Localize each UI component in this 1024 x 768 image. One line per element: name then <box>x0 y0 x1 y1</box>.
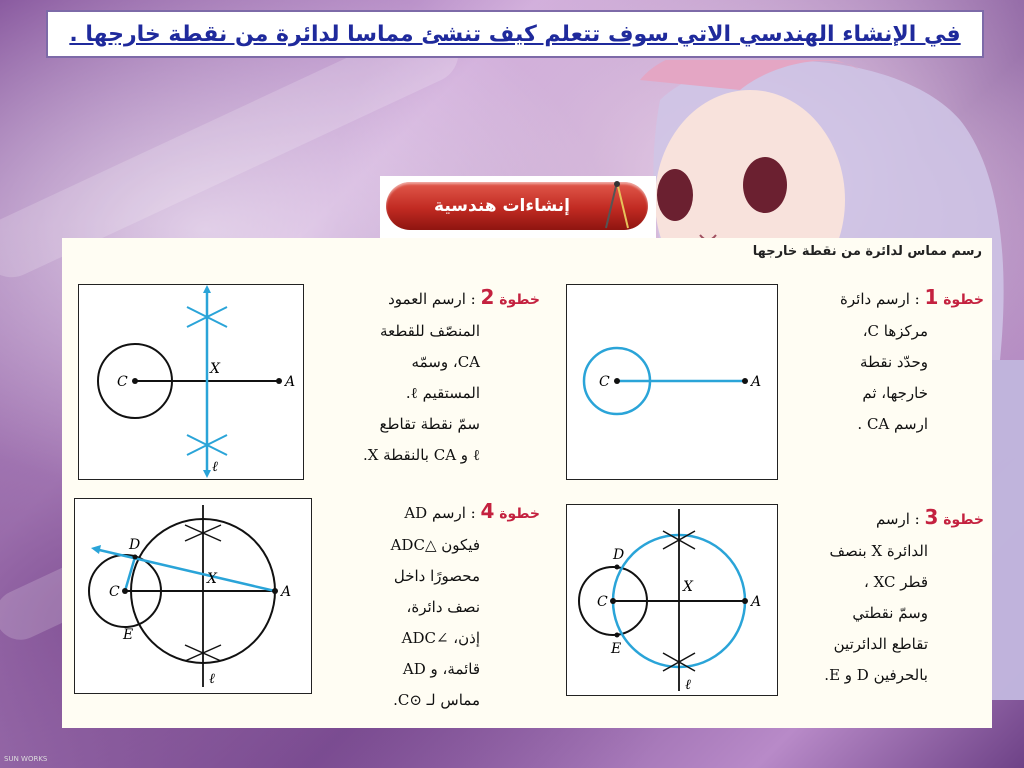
panel-heading: رسم مماس لدائرة من نقطة خارجها <box>752 244 982 259</box>
step4-line: ارسم AD <box>404 504 466 522</box>
line-l-label: ℓ <box>212 459 218 475</box>
step3-label: خطوة <box>943 512 984 528</box>
step1-text: خطوة 1 : ارسم دائرة مركزها C، وحدّد نقطة خارجها، ثم ارسم CA . <box>792 282 984 440</box>
slide-title: في الإنشاء الهندسي الاتي سوف تتعلم كيف تنشئ مماسا لدائرة من نقطة خارجها . <box>69 21 961 47</box>
step2-text: خطوة 2 : ارسم العمود المنصّف للقطعة CA، وسمّه المستقيم ℓ. سمّ نقطة تقاطع ℓ و CA بالنقطة X. <box>318 282 540 471</box>
step2-line: المنصّف للقطعة <box>380 322 480 340</box>
step1-label: خطوة <box>943 292 984 308</box>
point-C-label: C <box>597 594 608 610</box>
step1-line: مركزها C، <box>862 322 928 340</box>
step4-line: مماس لـ ⊙C. <box>393 691 480 709</box>
step2-label: خطوة <box>499 292 540 308</box>
step3-line: بالحرفين D و E. <box>824 666 928 684</box>
point-A-label: A <box>285 374 296 390</box>
step3-line: الدائرة X بنصف <box>829 542 928 560</box>
point-E-label: E <box>611 641 622 657</box>
point-X-label: X <box>210 361 220 377</box>
banner-label: إنشاءات هندسية <box>434 196 570 216</box>
step2-figure <box>78 284 304 480</box>
step1-line: ارسم دائرة <box>840 290 910 308</box>
point-X-label: X <box>207 571 217 587</box>
step2-line: سمّ نقطة تقاطع <box>379 415 480 433</box>
point-C-label: C <box>109 584 120 600</box>
step3-line: وسمّ نقطتي <box>852 604 928 622</box>
step1-line: وحدّد نقطة <box>860 353 928 371</box>
point-A-label: A <box>751 594 762 610</box>
point-D-label: D <box>613 547 625 563</box>
step1-line: ارسم CA . <box>857 415 928 433</box>
step3-figure <box>566 504 778 696</box>
line-l-label: ℓ <box>685 677 691 693</box>
step1-figure <box>566 284 778 480</box>
point-D-label: D <box>129 537 141 553</box>
construction-panel <box>62 238 992 728</box>
footer-watermark: SUN WORKS <box>4 755 48 763</box>
step3-line: تقاطع الدائرتين <box>833 635 928 653</box>
step2-line: ℓ و CA بالنقطة X. <box>362 446 480 464</box>
step1-line: خارجها، ثم <box>862 384 928 402</box>
line-l-label: ℓ <box>209 671 215 687</box>
step1-number: 1 <box>924 285 939 309</box>
point-E-label: E <box>123 627 134 643</box>
point-C-label: C <box>599 374 610 390</box>
step2-line: ارسم العمود <box>388 290 466 308</box>
step4-text: خطوة 4 : ارسم AD فيكون △ADC محصورًا داخل نصف دائرة، إذن، ∠ADC قائمة، و AD مماس لـ ⊙C. <box>318 496 540 716</box>
point-X-label: X <box>683 579 693 595</box>
compass-icon <box>600 178 634 230</box>
point-A-label: A <box>281 584 292 600</box>
section-banner <box>380 176 656 242</box>
step2-line: المستقيم ℓ. <box>405 384 480 402</box>
step2-number: 2 <box>480 285 495 309</box>
step3-line: قطر XC ، <box>863 573 928 591</box>
step4-line: محصورًا داخل <box>393 567 480 585</box>
slide-title-box <box>46 10 984 58</box>
step3-line: ارسم <box>875 510 910 528</box>
step4-number: 4 <box>480 499 495 523</box>
step2-line: CA، وسمّه <box>411 353 480 371</box>
step3-number: 3 <box>924 505 939 529</box>
point-C-label: C <box>117 374 128 390</box>
step3-text: خطوة 3 : ارسم الدائرة X بنصف قطر XC ، وسمّ نقطتي تقاطع الدائرتين بالحرفين D و E. <box>792 502 984 691</box>
point-A-label: A <box>751 374 762 390</box>
step4-label: خطوة <box>499 506 540 522</box>
step4-figure <box>74 498 312 694</box>
step4-line: إذن، ∠ADC <box>401 629 480 647</box>
banner-pill <box>386 182 648 230</box>
step4-line: قائمة، و AD <box>402 660 480 678</box>
step4-line: فيكون △ADC <box>390 536 480 554</box>
step4-line: نصف دائرة، <box>406 598 480 616</box>
